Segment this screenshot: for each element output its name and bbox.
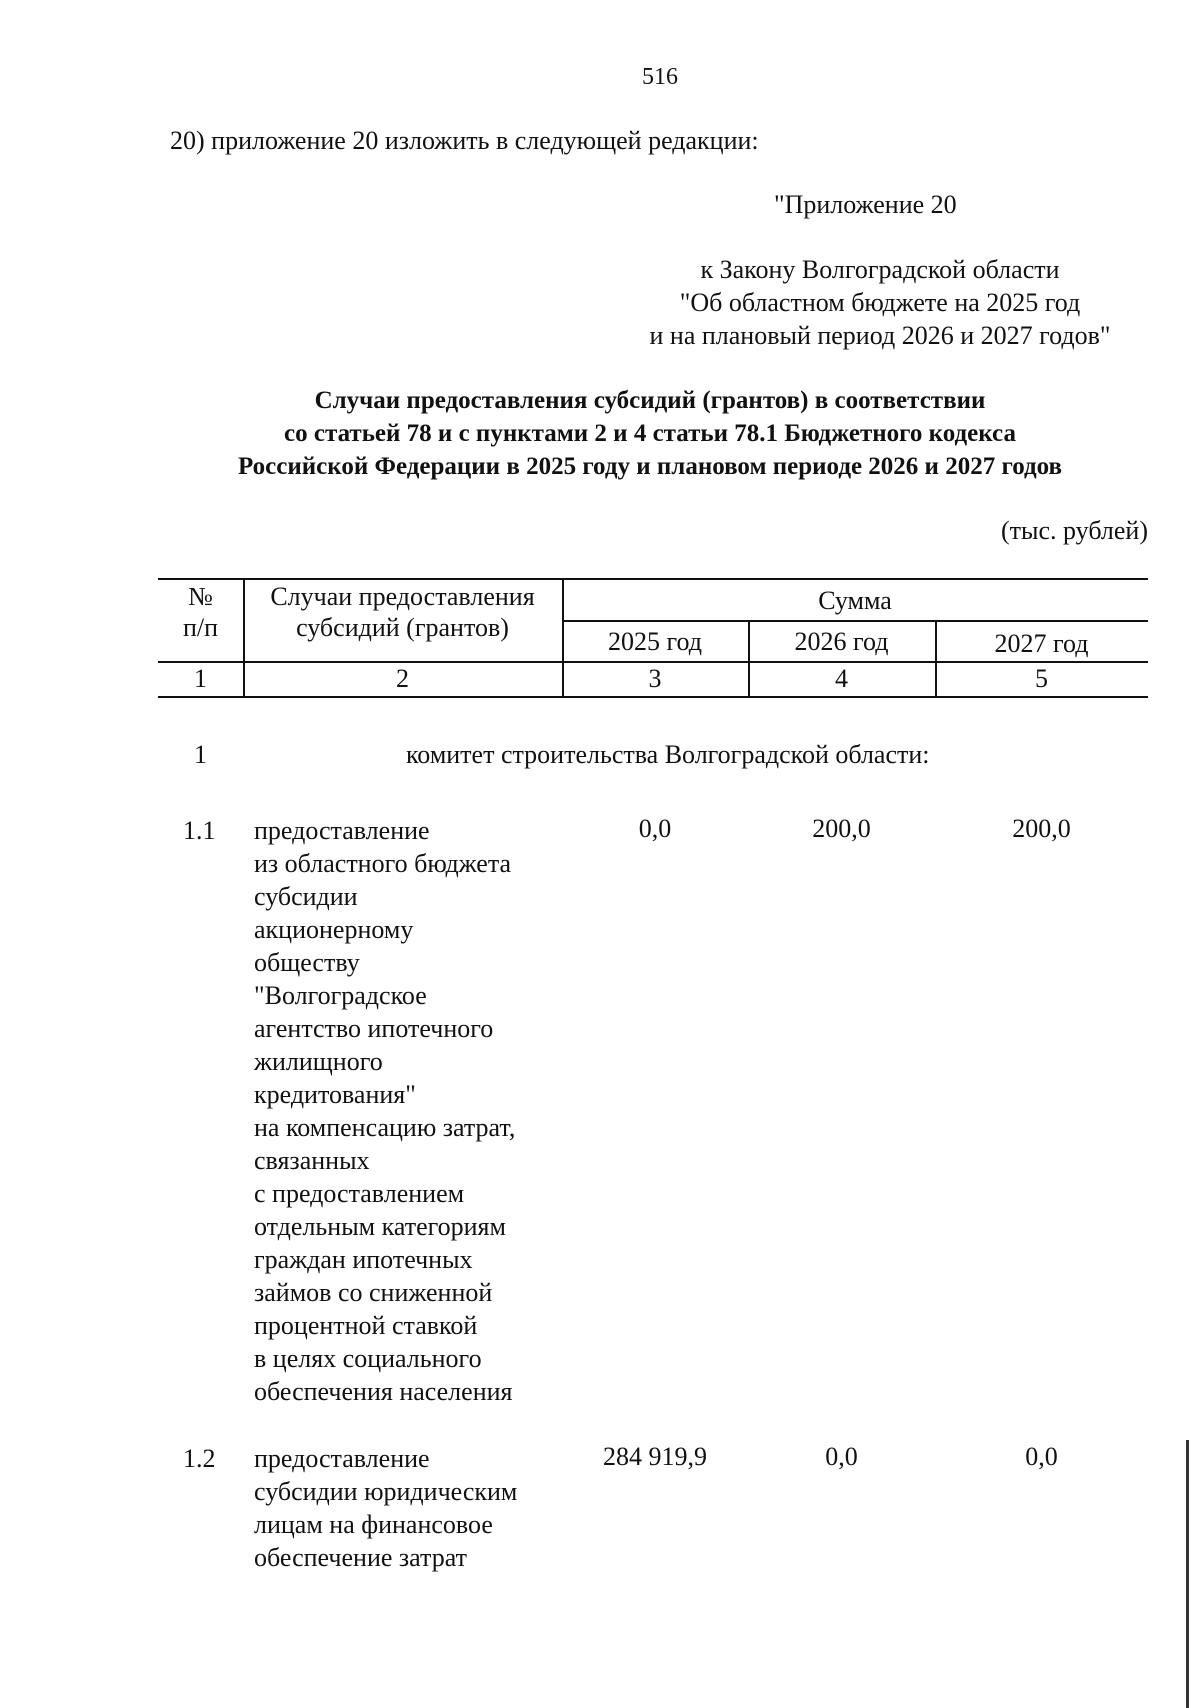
header-year-2026: 2026 год (794, 627, 889, 656)
row-number: 1.1 (183, 816, 216, 845)
row-value-2026: 200,0 (812, 814, 871, 843)
column-number-1: 1 (194, 664, 207, 693)
header-cases: Случаи предоставления субсидий (грантов) (270, 582, 535, 642)
appendix-label: "Приложение 20 (774, 190, 957, 219)
header-year-2025: 2025 год (608, 627, 702, 656)
table-border-sum (562, 620, 1148, 622)
column-number-5: 5 (1035, 664, 1048, 693)
header-sum: Сумма (818, 586, 892, 615)
title-line: Российской Федерации в 2025 году и плановом периоде 2026 и 2027 годов (238, 453, 1062, 480)
column-number-2: 2 (396, 664, 409, 693)
intro-paragraph: 20) приложение 20 изложить в следующей редакции: (170, 126, 759, 155)
units-label: (тыс. рублей) (1000, 516, 1148, 545)
scan-edge-line (1186, 1440, 1189, 1708)
header-year-2027: 2027 год (994, 629, 1089, 658)
law-reference-line: к Закону Волгоградской области (700, 255, 1060, 284)
law-reference-line: "Об областном бюджете на 2025 год (679, 288, 1081, 317)
header-number: № п/п (182, 582, 219, 642)
row-value-2026: 0,0 (825, 1442, 858, 1471)
table-border-top (158, 578, 1148, 580)
column-number-4: 4 (835, 664, 848, 693)
row-value-2027: 0,0 (1025, 1442, 1058, 1471)
column-number-3: 3 (648, 664, 662, 693)
title-line: Случаи предоставления субсидий (грантов) в соответствии (314, 387, 986, 414)
row-description: предоставление субсидии юридическим лицам на финансовое обеспечение затрат (254, 1444, 518, 1572)
section-number: 1 (194, 740, 207, 769)
page-number: 516 (642, 64, 678, 90)
title-line: со статьей 78 и с пунктами 2 и 4 статьи 78.1 Бюджетного кодекса (284, 420, 1016, 447)
section-title: комитет строительства Волгоградской области: (406, 740, 930, 769)
row-number: 1.2 (183, 1444, 216, 1473)
document-title (150, 384, 1150, 483)
table-header (158, 578, 1148, 696)
law-reference (600, 253, 1160, 352)
row-value-2025: 284 919,9 (603, 1442, 707, 1471)
row-value-2025: 0,0 (638, 814, 672, 843)
row-value-2027: 200,0 (1012, 814, 1071, 843)
table-border-bottom (158, 696, 1148, 698)
row-description: предоставление из областного бюджета субсидии акционерному обществу "Волгоградское агентство ипотечного жилищного кредитования" на компенсацию затрат, связанных с предоставлением отдельным категориям граждан ипотечных займов со сниженной процентной ставкой в целях социального обеспечения населения (254, 816, 516, 1406)
law-reference-line: и на плановый период 2026 и 2027 годов" (649, 321, 1111, 350)
